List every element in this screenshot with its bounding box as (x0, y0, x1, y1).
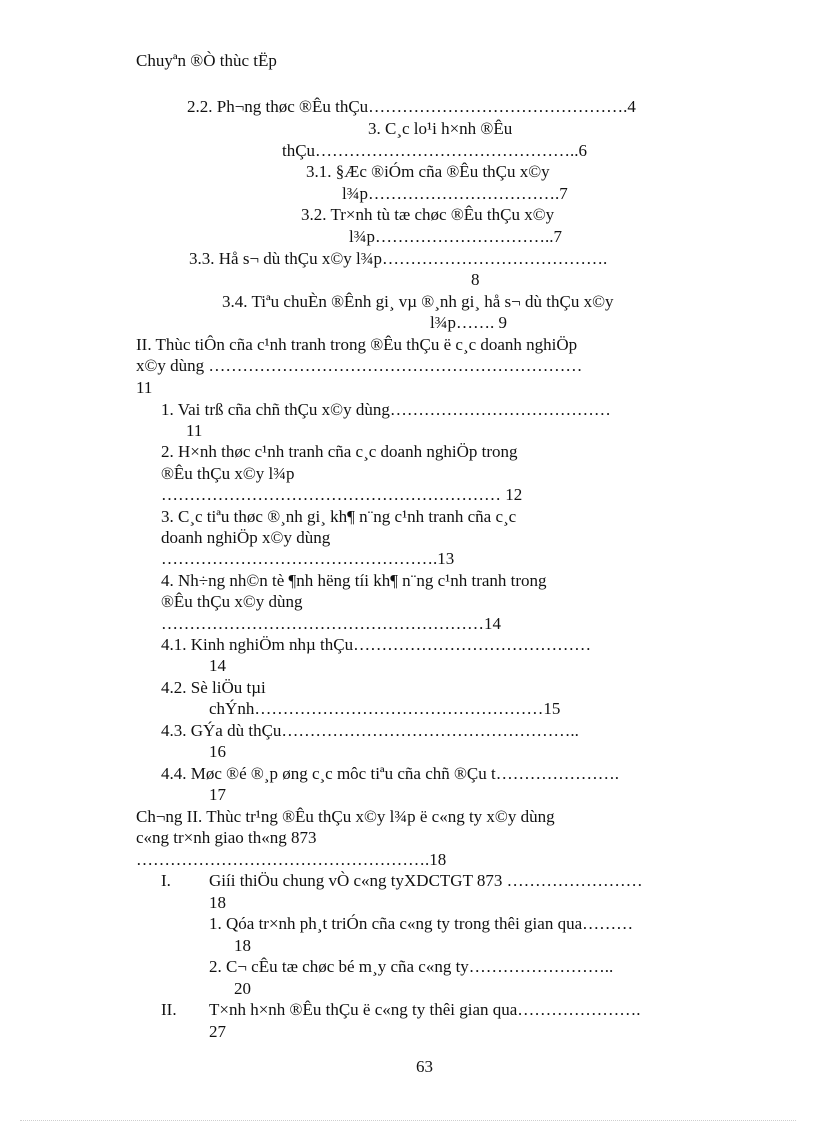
header-title: Chuyªn ®Ò thùc tËp (136, 51, 277, 70)
toc-line: l¾p…………………………..7 (349, 227, 562, 246)
page-bottom-rule (20, 1120, 796, 1121)
toc-line: 4.4. Møc ®é ®¸p øng c¸c môc tiªu cña chñ ®Çu t…………………. (161, 764, 619, 783)
toc-line: Ch¬ng II. Thùc tr¹ng ®Êu thÇu x©y l¾p ë c«ng ty x©y dùng (136, 807, 555, 826)
toc-line: 1. Qóa tr×nh ph¸t triÓn cña c«ng ty trong thêi gian qua……… (209, 914, 634, 933)
toc-line: 4.2. Sè liÖu tµi (161, 678, 266, 697)
toc-line: l¾p…………………………….7 (342, 184, 568, 203)
toc-line: 1. Vai trß cña chñ thÇu x©y dùng………………………………… (161, 400, 611, 419)
toc-line: x©y dùng ………………………………………………………… (136, 356, 583, 375)
toc-line: 3.3. Hå s¬ dù thÇu x©y l¾p…………………………………. (189, 249, 608, 268)
toc-line: II. Thùc tiÔn cña c¹nh tranh trong ®Êu thÇu ë c¸c doanh nghiÖp (136, 335, 578, 354)
page-number: 63 (416, 1057, 433, 1076)
toc-line: 2.2. Ph¬ng thøc ®Êu thÇu……………………………………….4 (187, 97, 636, 116)
toc-line: chÝnh……………………………………………15 (209, 699, 561, 718)
toc-line: 16 (209, 742, 226, 761)
toc-line: 18 (209, 893, 226, 912)
toc-line: 2. C¬ cÊu tæ chøc bé m¸y cña c«ng ty…………………….. (209, 957, 614, 976)
toc-line: I. (161, 871, 171, 890)
toc-line: l¾p……. 9 (430, 313, 507, 332)
toc-line: 3.2. Tr×nh tù tæ chøc ®Êu thÇu x©y (301, 205, 555, 224)
toc-line: doanh nghiÖp x©y dùng (161, 528, 331, 547)
toc-line: II. (161, 1000, 177, 1019)
toc-line: 11 (136, 378, 153, 397)
toc-line: ………………………………………….13 (161, 549, 455, 568)
toc-line: thÇu………………………………………..6 (282, 141, 588, 160)
toc-line: …………………………………………………… 12 (161, 485, 523, 504)
toc-line: 3.1. §Æc ®iÓm cña ®Êu thÇu x©y (306, 162, 550, 181)
toc-line: 18 (234, 936, 251, 955)
toc-line: 11 (186, 421, 203, 440)
toc-line: …………………………………………………14 (161, 614, 501, 633)
toc-line: 4.3. GÝa dù thÇu…………………………………………….. (161, 721, 579, 740)
toc-line: 8 (471, 270, 480, 289)
toc-line: ®Êu thÇu x©y dùng (161, 592, 303, 611)
toc-line: c«ng tr×nh giao th«ng 873 (136, 828, 317, 847)
toc-line: 20 (234, 979, 251, 998)
toc-line: 4. Nh÷ng nh©n tè ¶nh hëng tíi kh¶ n¨ng c¹nh tranh trong (161, 571, 547, 590)
toc-line: 14 (209, 656, 226, 675)
toc-line: 17 (209, 785, 226, 804)
toc-line: T×nh h×nh ®Êu thÇu ë c«ng ty thêi gian qua…………………. (209, 1000, 641, 1019)
toc-line: ®Êu thÇu x©y l¾p (161, 464, 295, 483)
toc-line: 2. H×nh thøc c¹nh tranh cña c¸c doanh nghiÖp trong (161, 442, 518, 461)
toc-line: Giíi thiÖu chung vÒ c«ng tyXDCTGT 873 …………………… (209, 871, 643, 890)
toc-line: 4.1. Kinh nghiÖm nhµ thÇu…………………………………… (161, 635, 592, 654)
toc-line: 3. C¸c tiªu thøc ®¸nh gi¸ kh¶ n¨ng c¹nh tranh cña c¸c (161, 507, 517, 526)
toc-line: …………………………………………….18 (136, 850, 447, 869)
toc-line: 27 (209, 1022, 226, 1041)
toc-line: 3. C¸c lo¹i h×nh ®Êu (368, 119, 513, 138)
toc-line: 3.4. Tiªu chuÈn ®Ênh gi¸ vµ ®¸nh gi¸ hå s¬ dù thÇu x©y (222, 292, 614, 311)
